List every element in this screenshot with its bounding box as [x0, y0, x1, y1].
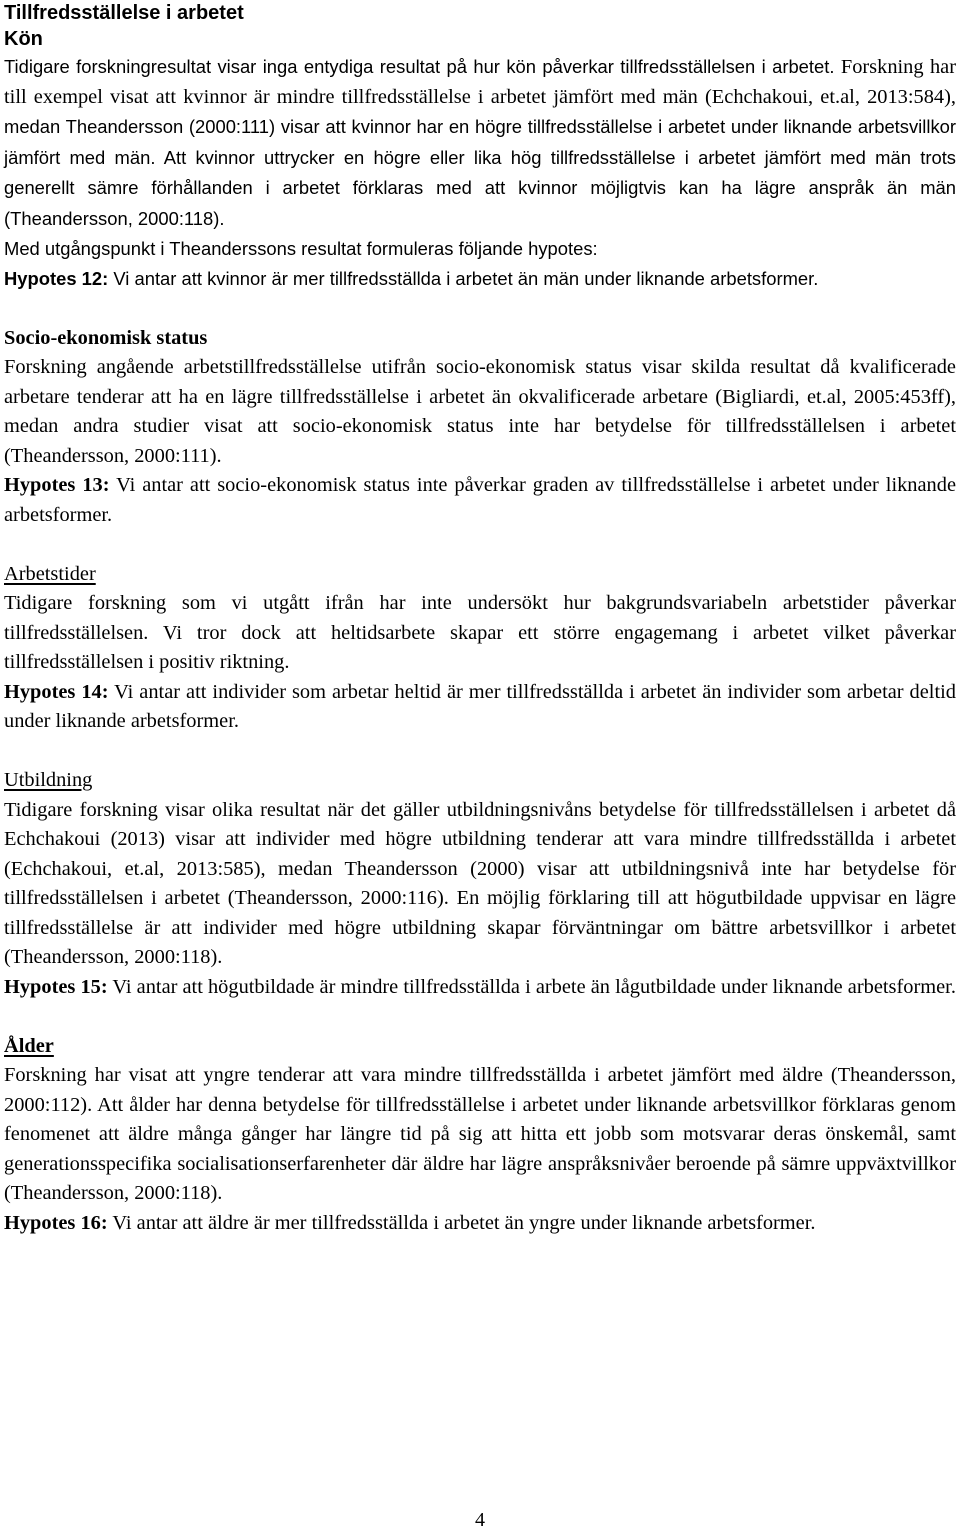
hypothesis-14-label: Hypotes 14: — [4, 680, 109, 703]
section-title-arbetstider: Arbetstider — [4, 562, 96, 585]
kon-text-part1: Tidigare forskningresultat visar inga entydiga resultat på hur kön påverkar tillfredsställelsen i arbetet. — [4, 56, 835, 77]
hypothesis-15 — [4, 973, 956, 1003]
page-number: 4 — [475, 1509, 485, 1531]
document-page — [4, 0, 956, 1238]
paragraph-utbildning: Tidigare forskning visar olika resultat när det gäller utbildningsnivåns betydelse för tillfredsställelsen i arbetet då Echchakoui (2013) visar att individer med högre utbildning tenderar att vara mindre tillfredsställda i arbetet (Echchakoui, et.al, 2013:585), medan Theandersson (2000) visar att utbildningsnivå inte har betydelse för tillfredsställelsen i arbetet (Theandersson, 2000:116). En möjlig förklaring till att högutbildade uppvisar en lägre tillfredsställelse är att individer med högre utbildning skapar förväntningar om bättre arbetsvillkor i arbetet (Theandersson, 2000:118). — [4, 798, 956, 968]
kon-text-part3: medan Theandersson (2000:111) visar att kvinnor har en högre tillfredsställelse i arbetet under liknande arbetsvillkor jämfört med män. Att kvinnor uttrycker en högre eller lika hög tillfredsställelse i arbetet jämfört med män trots generellt sämre förhållanden i arbetet förklaras med att kvinnor möjligtvis kan ha lägre anspråk än män (Theandersson, 2000:118). — [4, 116, 956, 229]
hypothesis-13-text: Vi antar att socio-ekonomisk status inte påverkar graden av tillfredsställelse i arbetet under liknande arbetsformer. — [4, 474, 956, 526]
paragraph-arbetstider: Tidigare forskning som vi utgått ifrån har inte undersökt hur bakgrundsvariabeln arbetstider påverkar tillfredsställelsen. Vi tror dock att heltidsarbete skapar ett större engagemang i arbetet vilket påverkar tillfredsställelsen i positiv riktning. — [4, 592, 956, 673]
hypothesis-14 — [4, 678, 956, 737]
hypothesis-15-label: Hypotes 15: — [4, 975, 108, 998]
hypothesis-16 — [4, 1209, 956, 1239]
paragraph-kon-lead: Med utgångspunkt i Theanderssons resultat formuleras följande hypotes: — [4, 238, 598, 259]
section-title-socio: Socio-ekonomisk status — [4, 326, 208, 349]
hypothesis-13 — [4, 471, 956, 530]
hypothesis-16-text: Vi antar att äldre är mer tillfredsställda i arbetet än yngre under liknande arbetsformer. — [112, 1211, 816, 1234]
hypothesis-12-label: Hypotes 12: — [4, 267, 109, 289]
hypothesis-15-text: Vi antar att högutbildade är mindre tillfredsställda i arbete än lågutbildade under liknande arbetsformer. — [112, 975, 956, 998]
page-title: Tillfredsställelse i arbetet — [4, 2, 244, 24]
kon-text-part2: Forskning har till exempel visat att kvinnor är mindre tillfredsställelse i arbetet jämfört med män (Echchakoui, et.al, 2013:584), — [4, 56, 956, 108]
section-title-alder: Ålder — [4, 1034, 54, 1057]
hypothesis-13-label: Hypotes 13: — [4, 474, 110, 496]
hypothesis-16-label: Hypotes 16: — [4, 1211, 108, 1234]
section-title-utbildning: Utbildning — [4, 769, 93, 791]
paragraph-alder: Forskning har visat att yngre tenderar att vara mindre tillfredsställda i arbetet jämfört med äldre (Theandersson, 2000:112). Att ålder har denna betydelse för tillfredsställelse i arbetet under liknande arbetsvillkor förklaras genom fenomenet att äldre många gånger har längre tid på sig att hitta ett jobb som motsvarar deras önskemål, samt generationsspecifika socialisationserfarenheter där äldre har lägre anspråksnivåer beroende på sämre uppväxtvillkor (Theandersson, 2000:118). — [4, 1064, 956, 1204]
paragraph-socio: Forskning angående arbetstillfredsställelse utifrån socio-ekonomisk status visar skilda resultat då kvalificerade arbetare tenderar att ha en lägre tillfredsställelse i arbetet än okvalificerade arbetare (Bigliardi, et.al, 2005:453ff), medan andra studier visat att socio-ekonomisk status inte har betydelse för tillfredsställelsen i arbetet (Theandersson, 2000:111). — [4, 356, 956, 467]
hypothesis-12-text: Vi antar att kvinnor är mer tillfredsställda i arbetet än män under liknande arbetsformer. — [113, 267, 819, 289]
hypothesis-14-text: Vi antar att individer som arbetar heltid är mer tillfredsställda i arbetet än individer som arbetar deltid under liknande arbetsformer. — [4, 680, 956, 732]
paragraph-kon — [4, 52, 956, 234]
hypothesis-12 — [4, 264, 956, 295]
section-title-kon: Kön — [4, 28, 43, 50]
